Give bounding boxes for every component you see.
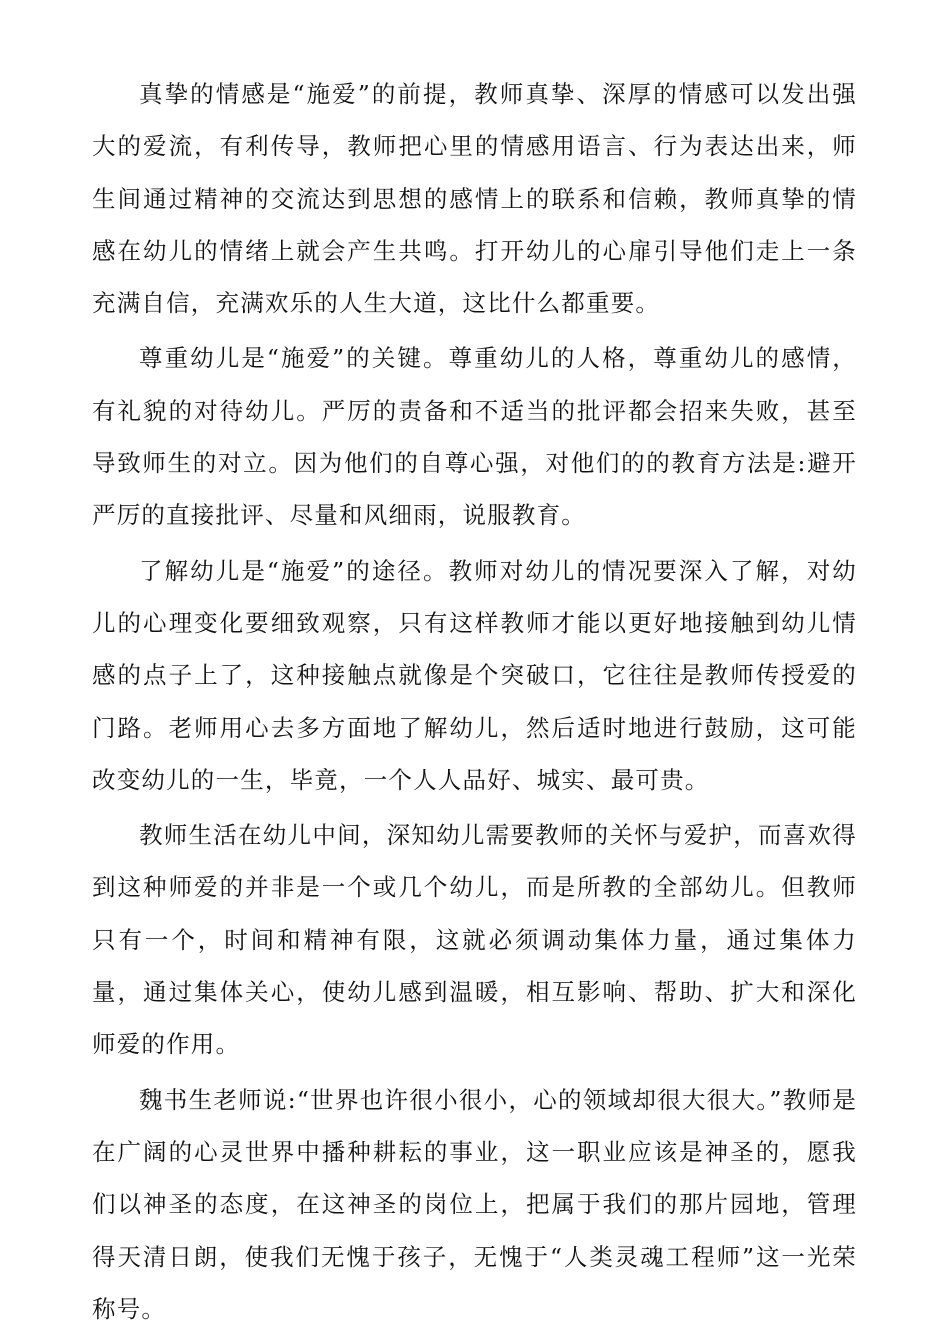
paragraph-understand-children: 了解幼儿是“施爱”的途径。教师对幼儿的情况要深入了解，对幼儿的心理变化要细致观察，只有这样教师才能以更好地接触到幼儿情感的点子上了，这种接触点就像是个突破口，它往往是教师传授爱的门路。老师用心去多方面地了解幼儿，然后适时地进行鼓励，这可能改变幼儿的一生，毕竟，一个人人品好、城实、最可贵。 <box>92 556 857 794</box>
document-body <box>92 68 857 1338</box>
paragraph-collective-care: 教师生活在幼儿中间，深知幼儿需要教师的关怀与爱护，而喜欢得到这种师爱的并非是一个或几个幼儿，而是所教的全部幼儿。但教师只有一个，时间和精神有限，这就必须调动集体力量，通过集体力量，通过集体关心，使幼儿感到温暖，相互影响、帮助、扩大和深化师爱的作用。 <box>92 821 857 1059</box>
paragraph-respect-children: 尊重幼儿是“施爱”的关键。尊重幼儿的人格，尊重幼儿的感情，有礼貌的对待幼儿。严厉的责备和不适当的批评都会招来失败，甚至导致师生的对立。因为他们的自尊心强，对他们的的教育方法是:避开严厉的直接批评、尽量和风细雨，说服教育。 <box>92 344 857 530</box>
paragraph-wei-shusheng-quote: 魏书生老师说:“世界也许很小很小，心的领域却很大很大。”教师是在广阔的心灵世界中播种耕耘的事业，这一职业应该是神圣的，愿我们以神圣的态度，在这神圣的岗位上，把属于我们的那片园地，管理得天清日朗，使我们无愧于孩子，无愧于“人类灵魂工程师”这一光荣称号。 <box>92 1085 857 1323</box>
paragraph-sincere-emotion: 真挚的情感是“施爱”的前提，教师真挚、深厚的情感可以发出强大的爱流，有利传导，教师把心里的情感用语言、行为表达出来，师生间通过精神的交流达到思想的感情上的联系和信赖，教师真挚的情感在幼儿的情绪上就会产生共鸣。打开幼儿的心扉引导他们走上一条充满自信，充满欢乐的人生大道，这比什么都重要。 <box>92 80 857 318</box>
